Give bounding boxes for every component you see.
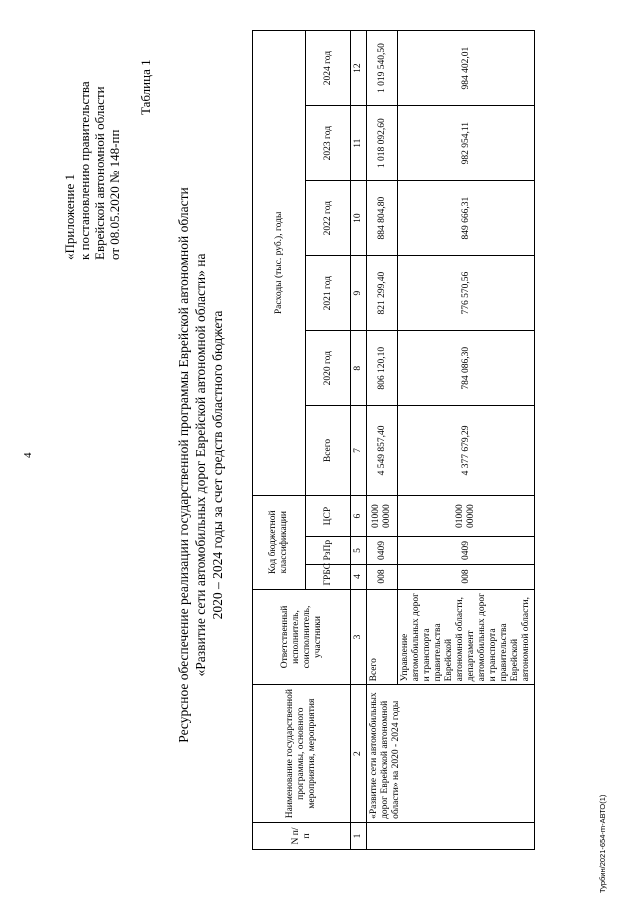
- header-total: Всего: [306, 406, 351, 496]
- col-number: 12: [351, 31, 367, 106]
- y2023-cell: 982 954,11: [398, 106, 535, 181]
- y2022-cell: 849 666,31: [398, 181, 535, 256]
- total-cell: 4 549 857,40: [367, 406, 398, 496]
- grbs-cell: 008: [367, 564, 398, 589]
- header-name: Наименование государственной программы, основного мероприятия, мероприятия: [253, 685, 351, 823]
- col-number: 2: [351, 685, 367, 823]
- grbs-cell: 008: [398, 564, 535, 589]
- col-number: 7: [351, 406, 367, 496]
- resource-table: [252, 30, 535, 850]
- header-2021: 2021 год: [306, 256, 351, 331]
- header-2023: 2023 год: [306, 106, 351, 181]
- y2020-cell: 806 120,10: [367, 331, 398, 406]
- col-number: 3: [351, 589, 367, 685]
- header-executor: Ответственный исполнитель, соисполнитель, участники: [253, 589, 351, 685]
- program-name-cell: «Развитие сети автомобильных дорог Еврейской автономной области» на 2020 - 2024 годы: [367, 685, 535, 823]
- col-number: 1: [351, 822, 367, 849]
- total-cell: 4 377 679,29: [398, 406, 535, 496]
- document-title: [175, 145, 226, 785]
- header-row-1: [253, 31, 306, 850]
- row-num-cell: [367, 822, 535, 849]
- csr-cell: 01000 00000: [398, 495, 535, 537]
- y2024-cell: 984 402,01: [398, 31, 535, 106]
- header-2020: 2020 год: [306, 331, 351, 406]
- rzpr-cell: 0409: [398, 537, 535, 564]
- y2021-cell: 821 299,40: [367, 256, 398, 331]
- col-number: 4: [351, 564, 367, 589]
- appendix-line-2: к постановлению правительства: [77, 81, 92, 260]
- rzpr-cell: 0409: [367, 537, 398, 564]
- title-line-3: 2020 – 2024 годы за счет средств областного бюджета: [210, 310, 225, 620]
- executor-cell: Всего: [367, 589, 398, 685]
- page-number: 4: [22, 452, 34, 458]
- col-number: 11: [351, 106, 367, 181]
- header-grbs: ГРБС: [306, 564, 351, 589]
- y2024-cell: 1 019 540,50: [367, 31, 398, 106]
- table-label: Таблица 1: [138, 59, 153, 115]
- header-2022: 2022 год: [306, 181, 351, 256]
- header-rzpr: РзПр: [306, 537, 351, 564]
- y2023-cell: 1 018 092,60: [367, 106, 398, 181]
- appendix-reference: [62, 20, 122, 260]
- y2022-cell: 884 804,80: [367, 181, 398, 256]
- header-budget-code: Код бюджетной классификации: [253, 495, 306, 589]
- appendix-line-4: от 08.05.2020 № 148-пп: [107, 129, 122, 260]
- col-number: 10: [351, 181, 367, 256]
- header-csr: ЦСР: [306, 495, 351, 537]
- footer-code: Турбин/2021-654-m-АВТО(1): [598, 794, 607, 893]
- table-row: [367, 31, 398, 850]
- title-line-2: «Развитие сети автомобильных дорог Еврейской автономной области» на: [193, 253, 208, 677]
- header-num: N п/п: [253, 822, 351, 849]
- title-line-1: Ресурсное обеспечение реализации государственной программы Еврейской автономной области: [176, 187, 191, 743]
- col-number: 5: [351, 537, 367, 564]
- column-number-row: [351, 31, 367, 850]
- col-number: 6: [351, 495, 367, 537]
- col-number: 9: [351, 256, 367, 331]
- y2020-cell: 784 086,30: [398, 331, 535, 406]
- appendix-line-3: Еврейской автономной области: [92, 86, 107, 260]
- header-expenses: Расходы (тыс. руб.), годы: [253, 31, 306, 496]
- y2021-cell: 776 570,56: [398, 256, 535, 331]
- col-number: 8: [351, 331, 367, 406]
- executor-cell: Управление автомобильных дорог и транспорта правительства Еврейской автономной области, департамент автомобильных дорог и транспорта правительства Еврейской автономной области,: [398, 589, 535, 685]
- csr-cell: 01000 00000: [367, 495, 398, 537]
- header-2024: 2024 год: [306, 31, 351, 106]
- appendix-line-1: «Приложение 1: [62, 173, 77, 260]
